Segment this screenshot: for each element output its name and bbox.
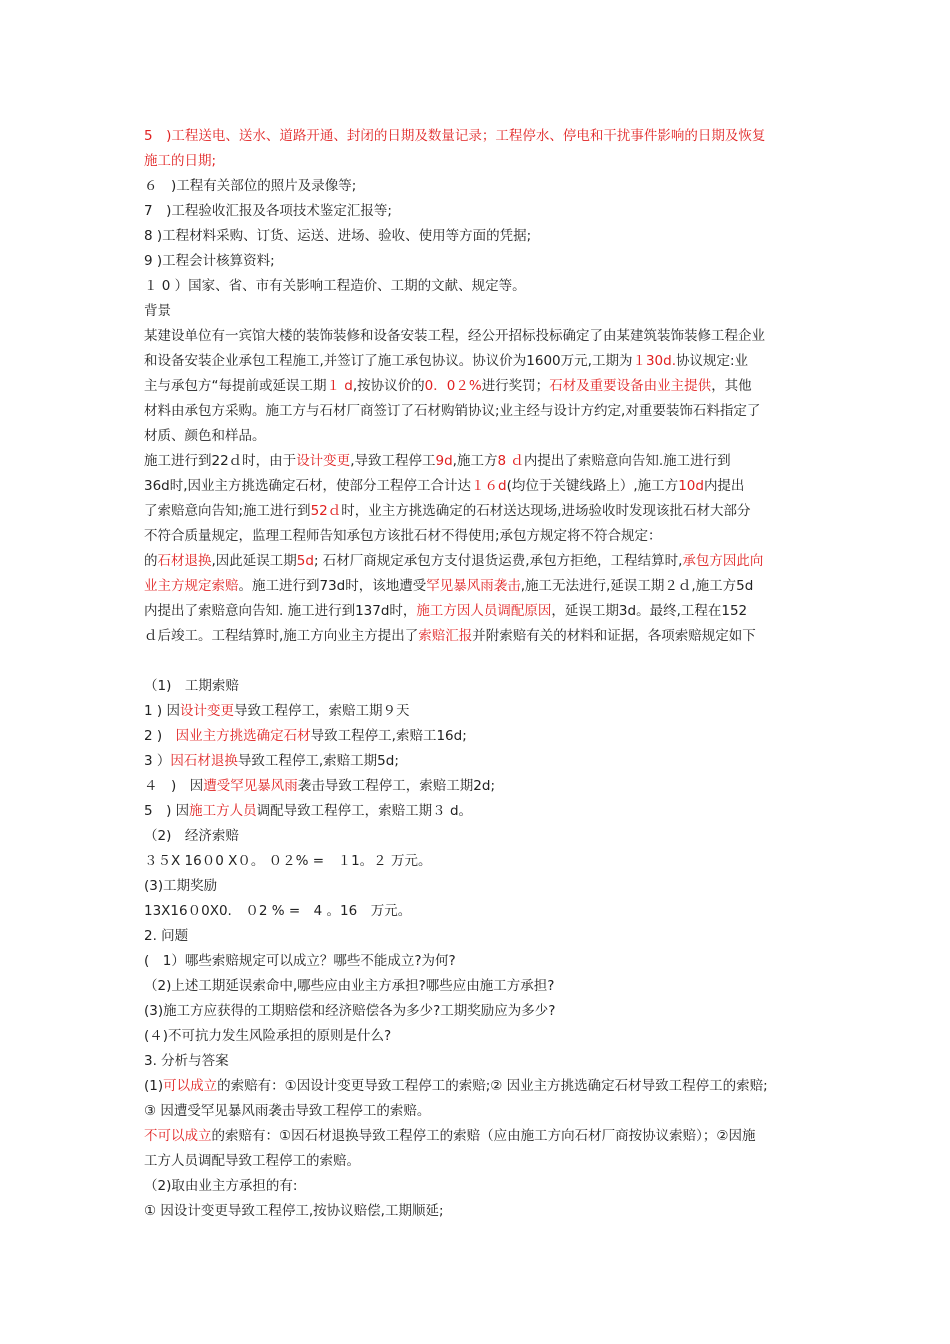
text-run: 材料由承包方采购。施工方与石材厂商签订了石材购销协议;业主经与设计方约定,对重要装饰石料指定了 xyxy=(144,403,761,419)
highlighted-text: 施工方因人员调配原因 xyxy=(416,603,552,619)
text-line xyxy=(144,852,431,870)
highlighted-text: 承包方因此向 xyxy=(682,553,764,569)
text-run: 协议规定:业 xyxy=(676,353,749,369)
text-run: 8 )工程材料采购、订货、运送、进场、验收、使用等方面的凭据; xyxy=(144,228,532,244)
text-line xyxy=(144,402,760,420)
text-run: ，延误工期3d。最终,工程在152 xyxy=(551,603,748,619)
text-line xyxy=(144,927,188,945)
text-run: 背景 xyxy=(144,303,171,319)
text-line xyxy=(144,352,748,370)
text-line xyxy=(144,302,171,320)
text-run: ① 因设计变更导致工程停工,按协议赔偿,工期顺延; xyxy=(144,1203,444,1219)
text-run: ６ )工程有关部位的照片及录像等; xyxy=(144,178,357,194)
text-line xyxy=(144,1127,755,1145)
highlighted-text: 52ｄ xyxy=(310,503,342,519)
text-line xyxy=(144,902,411,920)
highlighted-text: 业主方规定索赔 xyxy=(144,578,239,594)
text-line xyxy=(144,627,756,645)
text-run: 7 )工程验收汇报及各项技术鉴定汇报等; xyxy=(144,203,392,219)
text-run: 9 )工程会计核算资料; xyxy=(144,253,275,269)
text-line xyxy=(144,377,752,395)
highlighted-text: １ d xyxy=(326,378,353,394)
highlighted-text: 因石材退换 xyxy=(170,753,238,769)
text-line xyxy=(144,177,356,195)
text-run: 时，业主方挑选确定的石材送达现场,进场验收时发现该批石材大部分 xyxy=(341,503,751,519)
text-run: 不符合质量规定，监理工程师告知承包方该批石材不得使用;承包方规定将不符合规定： xyxy=(144,528,662,544)
text-run: 材质、颜色和样品。 xyxy=(144,428,266,444)
text-line xyxy=(144,777,495,795)
text-line xyxy=(144,827,239,845)
text-run: 的索赔有：①因石材退换导致工程停工的索赔（应由施工方向石材厂商按协议索赔）；②因施 xyxy=(211,1128,756,1144)
text-line xyxy=(144,477,744,495)
text-line xyxy=(144,977,554,995)
highlighted-text: 5d xyxy=(296,553,314,569)
text-run: (1) xyxy=(144,1078,164,1094)
highlighted-text: 索赔汇报 xyxy=(418,628,473,644)
text-run: ,因此延误工期 xyxy=(211,553,297,569)
text-run: 主与承包方“每提前或延误工期 xyxy=(144,378,327,394)
text-line xyxy=(144,1152,360,1170)
highlighted-text: 8 ｄ xyxy=(497,453,524,469)
text-run: ,导致工程停工 xyxy=(350,453,436,469)
highlighted-text: 9d xyxy=(435,453,453,469)
text-line xyxy=(144,702,409,720)
highlighted-text: 10d xyxy=(678,478,704,494)
text-run: 袭击导致工程停工，索赔工期2d; xyxy=(297,778,495,794)
text-run: 1 ) 因 xyxy=(144,703,180,719)
text-run: 和设备安装企业承包工程施工,并签订了施工承包协议。协议价为1600万元,工期为 xyxy=(144,353,633,369)
highlighted-text: 施工方人员 xyxy=(189,803,257,819)
text-run: 内提出了索赔意向告知.施工进行到 xyxy=(523,453,731,469)
text-line xyxy=(144,327,765,345)
text-run: ３５X 16０0 X０。 ０２% = １1。２ 万元。 xyxy=(144,853,432,869)
highlighted-text: 设计变更 xyxy=(179,703,234,719)
text-run: (４)不可抗力发生风险承担的原则是什么? xyxy=(144,1028,392,1044)
highlighted-text: １30d. xyxy=(632,353,676,369)
text-line xyxy=(144,452,731,470)
text-run: 。施工进行到73d时，该地遭受 xyxy=(238,578,427,594)
text-line xyxy=(144,1052,229,1070)
text-run: ，其他 xyxy=(711,378,752,394)
text-run: 内提出 xyxy=(703,478,745,494)
text-line xyxy=(144,877,217,895)
text-line xyxy=(144,252,275,270)
text-line xyxy=(144,227,531,245)
text-line xyxy=(144,577,753,595)
text-line xyxy=(144,952,456,970)
text-run: 13X16０0X0. ０2 % = 4 。16 万元。 xyxy=(144,903,412,919)
text-line xyxy=(144,502,751,520)
text-run: 某建设单位有一宾馆大楼的装饰装修和设备安装工程，经公开招标投标确定了由某建筑装饰装修工程企业 xyxy=(144,328,765,344)
highlighted-text: １６d xyxy=(471,478,507,494)
text-run: 导致工程停工,索赔工16d; xyxy=(310,728,467,744)
text-run: （2) 经济索赔 xyxy=(144,828,239,844)
text-line xyxy=(144,1102,430,1120)
highlighted-text: 罕见暴风雨袭击 xyxy=(426,578,521,594)
text-run: 2 ) xyxy=(144,728,176,744)
text-run: (均位于关键线路上）,施工方 xyxy=(506,478,679,494)
text-run: ,施工方 xyxy=(452,453,498,469)
highlighted-text: 石材退换 xyxy=(157,553,212,569)
text-run: （1) 工期索赔 xyxy=(144,678,239,694)
text-run: 调配导致工程停工，索赔工期３ d。 xyxy=(256,803,473,819)
text-run: (3)施工方应获得的工期赔偿和经济赔偿各为多少?工期奖励应为多少? xyxy=(144,1003,556,1019)
text-run: （2)取由业主方承担的有: xyxy=(144,1178,298,1194)
text-run: ( 1）哪些索赔规定可以成立？哪些不能成立?为何? xyxy=(144,953,456,969)
text-run: 导致工程停工,索赔工期5d; xyxy=(237,753,399,769)
text-run: 进行奖罚； xyxy=(481,378,550,394)
text-run: 2. 问题 xyxy=(144,928,189,944)
text-run: 36d时,因业主方挑选确定石材，使部分工程停工合计达 xyxy=(144,478,472,494)
text-run: (3)工期奖励 xyxy=(144,878,218,894)
text-line xyxy=(144,527,662,545)
text-line xyxy=(144,677,239,695)
text-run: 的索赔有：①因设计变更导致工程停工的索赔;② 因业主方挑选确定石材导致工程停工的索赔; xyxy=(217,1078,768,1094)
text-run: １ 0 ）国家、省、市有关影响工程造价、工期的文献、规定等。 xyxy=(144,278,526,294)
text-run: 内提出了索赔意向告知. 施工进行到137d时， xyxy=(144,603,417,619)
highlighted-text: 遭受罕见暴风雨 xyxy=(203,778,298,794)
text-run: 5 ) 因 xyxy=(144,803,190,819)
text-run: 3. 分析与答案 xyxy=(144,1053,229,1069)
highlighted-text: 不可以成立 xyxy=(144,1128,212,1144)
text-run: 工方人员调配导致工程停工的索赔。 xyxy=(144,1153,360,1169)
text-run: ,按协议价的 xyxy=(352,378,425,394)
text-run: 并附索赔有关的材料和证据，各项索赔规定如下 xyxy=(472,628,756,644)
text-run: ,施工无法进行,延误工期２ｄ,施工方5d xyxy=(520,578,754,594)
highlighted-text: 0．0２% xyxy=(424,378,482,394)
text-line xyxy=(144,602,747,620)
text-line xyxy=(144,1027,391,1045)
text-line xyxy=(144,727,467,745)
highlighted-text: 5 )工程送电、送水、道路开通、封闭的日期及数量记录；工程停水、停电和干扰事件影响的日期及恢复 xyxy=(144,128,766,144)
text-run: 施工进行到22ｄ时，由于 xyxy=(144,453,297,469)
text-run: 导致工程停工，索赔工期９天 xyxy=(233,703,410,719)
text-run: ; 石材厂商规定承包方支付退货运费,承包方拒绝，工程结算时, xyxy=(313,553,683,569)
text-line xyxy=(144,1002,555,1020)
text-line xyxy=(144,152,216,170)
text-run: （2)上述工期延误索命中,哪些应由业主方承担?哪些应由施工方承担? xyxy=(144,978,555,994)
highlighted-text: 可以成立 xyxy=(163,1078,218,1094)
highlighted-text: 因业主方挑选确定石材 xyxy=(175,728,311,744)
text-line xyxy=(144,1077,768,1095)
text-line xyxy=(144,1177,297,1195)
text-line xyxy=(144,1202,444,1220)
text-line xyxy=(144,552,763,570)
highlighted-text: 施工的日期; xyxy=(144,153,217,169)
highlighted-text: 石材及重要设备由业主提供 xyxy=(549,378,712,394)
text-line xyxy=(144,202,392,220)
text-run: ４ ) 因 xyxy=(144,778,204,794)
highlighted-text: 设计变更 xyxy=(296,453,351,469)
text-line xyxy=(144,277,526,295)
text-run: ｄ后竣工。工程结算时,施工方向业主方提出了 xyxy=(144,628,419,644)
text-run: 了索赔意向告知;施工进行到 xyxy=(144,503,311,519)
text-line xyxy=(144,752,399,770)
text-line xyxy=(144,427,266,445)
text-run: 3 ） xyxy=(144,753,171,769)
text-run: ③ 因遭受罕见暴风雨袭击导致工程停工的索赔。 xyxy=(144,1103,431,1119)
text-line xyxy=(144,802,472,820)
text-run: 的 xyxy=(144,553,158,569)
text-line xyxy=(144,127,765,145)
